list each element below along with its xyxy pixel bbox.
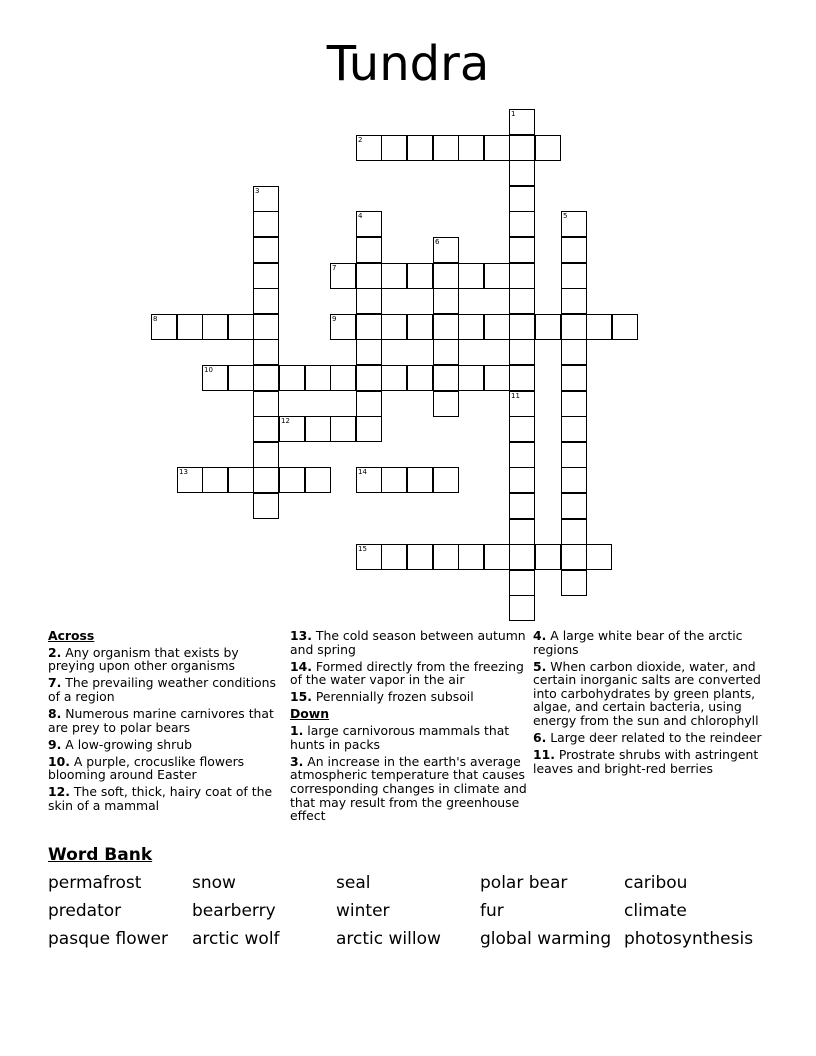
- clue-item-number: 6.: [533, 730, 547, 746]
- clue-item: [533, 748, 773, 775]
- word-bank-item: climate: [624, 901, 687, 921]
- clue-section-heading: Across: [48, 628, 95, 643]
- clue-item-text: Perennially frozen subsoil: [311, 689, 474, 705]
- grid-cell[interactable]: [509, 109, 535, 135]
- grid-cell[interactable]: [253, 493, 279, 519]
- grid-cell[interactable]: [561, 314, 587, 340]
- grid-cell[interactable]: [433, 365, 459, 391]
- word-bank-item: global warming: [480, 929, 612, 949]
- clue-item: [290, 724, 530, 751]
- grid-cell[interactable]: [253, 237, 279, 263]
- word-bank-item: seal: [336, 873, 371, 893]
- clue-item: [48, 785, 288, 812]
- grid-cell[interactable]: [561, 391, 587, 417]
- clue-item: [290, 755, 530, 823]
- grid-cell[interactable]: [509, 416, 535, 442]
- clue-item-text: A large white bear of the arctic regions: [533, 628, 743, 657]
- grid-cell[interactable]: [509, 365, 535, 391]
- clue-number: 6: [435, 238, 440, 246]
- word-bank-item: predator: [48, 901, 122, 921]
- clue-item-text: Prostrate shrubs with astringent leaves and bright-red berries: [533, 747, 759, 776]
- grid-cell[interactable]: [509, 467, 535, 493]
- grid-cell[interactable]: [407, 135, 433, 161]
- grid-cell[interactable]: [330, 365, 356, 391]
- clue-item: [48, 646, 288, 673]
- grid-cell[interactable]: [509, 570, 535, 596]
- grid-cell[interactable]: [356, 135, 382, 161]
- grid-cell[interactable]: [433, 288, 459, 314]
- clue-number: 15: [358, 545, 367, 553]
- grid-cell[interactable]: [484, 544, 510, 570]
- grid-cell[interactable]: [202, 365, 228, 391]
- grid-cell[interactable]: [458, 263, 484, 289]
- word-bank-item: snow: [192, 873, 236, 893]
- word-bank-item: photosynthesis: [624, 929, 754, 949]
- grid-cell[interactable]: [279, 365, 305, 391]
- grid-cell[interactable]: [561, 519, 587, 545]
- clue-item-text: Any organism that exists by preying upon other organisms: [48, 644, 239, 674]
- word-bank-item: winter: [336, 901, 390, 921]
- clue-item: [533, 629, 773, 656]
- clue-item-number: 1.: [290, 723, 304, 739]
- clue-number: 7: [332, 264, 337, 272]
- word-bank-item: pasque flower: [48, 929, 168, 949]
- grid-cell[interactable]: [561, 339, 587, 365]
- grid-cell[interactable]: [509, 493, 535, 519]
- clue-item-text: large carnivorous mammals that hunts in packs: [290, 723, 510, 752]
- grid-cell[interactable]: [407, 263, 433, 289]
- grid-cell[interactable]: [535, 544, 561, 570]
- grid-cell[interactable]: [561, 416, 587, 442]
- grid-cell[interactable]: [458, 544, 484, 570]
- clue-number: 13: [179, 468, 188, 476]
- grid-cell[interactable]: [458, 314, 484, 340]
- grid-cell[interactable]: [433, 263, 459, 289]
- grid-cell[interactable]: [535, 314, 561, 340]
- grid-cell[interactable]: [305, 467, 331, 493]
- clue-item: [48, 738, 288, 752]
- grid-cell[interactable]: [484, 314, 510, 340]
- grid-cell[interactable]: [381, 467, 407, 493]
- clue-item-text: The soft, thick, hairy coat of the skin of a mammal: [48, 784, 273, 814]
- grid-cell[interactable]: [484, 263, 510, 289]
- grid-cell[interactable]: [356, 211, 382, 237]
- clue-number: 1: [511, 110, 516, 118]
- grid-cell[interactable]: [279, 467, 305, 493]
- grid-cell[interactable]: [151, 314, 177, 340]
- clue-item: [290, 690, 530, 704]
- clue-item: [290, 629, 530, 656]
- clue-number: 3: [255, 187, 260, 195]
- clue-number: 5: [563, 212, 568, 220]
- grid-cell[interactable]: [356, 288, 382, 314]
- grid-cell[interactable]: [356, 544, 382, 570]
- clue-item-text: A low-growing shrub: [61, 736, 192, 752]
- clue-column-3: [533, 629, 773, 779]
- grid-cell[interactable]: [202, 314, 228, 340]
- grid-cell[interactable]: [407, 365, 433, 391]
- grid-cell[interactable]: [407, 314, 433, 340]
- grid-cell[interactable]: [177, 314, 203, 340]
- clue-number: 8: [153, 315, 158, 323]
- clue-item-text: A purple, crocuslike flowers blooming around Easter: [48, 753, 245, 783]
- grid-cell[interactable]: [253, 442, 279, 468]
- grid-cell[interactable]: [381, 544, 407, 570]
- grid-cell[interactable]: [253, 211, 279, 237]
- clue-item-number: 5.: [533, 658, 547, 674]
- grid-cell[interactable]: [433, 314, 459, 340]
- grid-cell[interactable]: [228, 365, 254, 391]
- grid-cell[interactable]: [330, 314, 356, 340]
- grid-cell[interactable]: [509, 160, 535, 186]
- grid-cell[interactable]: [561, 544, 587, 570]
- clue-item-number: 3.: [290, 753, 304, 769]
- grid-cell[interactable]: [509, 237, 535, 263]
- clue-number: 4: [358, 212, 363, 220]
- grid-cell[interactable]: [509, 263, 535, 289]
- grid-cell[interactable]: [356, 391, 382, 417]
- clue-item-text: Numerous marine carnivores that are prey to polar bears: [48, 705, 274, 735]
- word-bank-item: arctic wolf: [192, 929, 280, 949]
- clue-number: 11: [511, 392, 520, 400]
- grid-cell[interactable]: [381, 365, 407, 391]
- grid-cell[interactable]: [561, 288, 587, 314]
- grid-cell[interactable]: [509, 186, 535, 212]
- clue-item-number: 13.: [290, 628, 312, 643]
- clue-number: 12: [281, 417, 290, 425]
- grid-cell[interactable]: [561, 237, 587, 263]
- clue-item-number: 10.: [48, 753, 70, 769]
- grid-cell[interactable]: [535, 135, 561, 161]
- clue-item: [48, 676, 288, 703]
- grid-cell[interactable]: [381, 314, 407, 340]
- grid-cell[interactable]: [433, 135, 459, 161]
- grid-cell[interactable]: [586, 314, 612, 340]
- grid-cell[interactable]: [253, 263, 279, 289]
- grid-cell[interactable]: [253, 339, 279, 365]
- grid-cell[interactable]: [509, 519, 535, 545]
- grid-cell[interactable]: [509, 544, 535, 570]
- word-bank-item: caribou: [624, 873, 688, 893]
- clue-item-text: The prevailing weather conditions of a region: [48, 675, 276, 704]
- word-bank: [48, 872, 788, 950]
- clue-item-number: 4.: [533, 628, 547, 643]
- clue-item-number: 8.: [48, 705, 62, 721]
- grid-cell[interactable]: [356, 237, 382, 263]
- clue-item-number: 11.: [533, 747, 555, 763]
- clue-item-text: Formed directly from the freezing of the water vapor in the air: [290, 658, 524, 688]
- grid-cell[interactable]: [586, 544, 612, 570]
- grid-cell[interactable]: [561, 467, 587, 493]
- grid-cell[interactable]: [356, 416, 382, 442]
- grid-cell[interactable]: [509, 442, 535, 468]
- grid-cell[interactable]: [561, 263, 587, 289]
- clue-item-number: 15.: [290, 689, 312, 705]
- grid-cell[interactable]: [458, 365, 484, 391]
- grid-cell[interactable]: [433, 467, 459, 493]
- clue-item: [48, 755, 288, 782]
- clue-item-number: 9.: [48, 736, 62, 752]
- grid-cell[interactable]: [509, 135, 535, 161]
- clue-item-number: 12.: [48, 784, 70, 800]
- grid-cell[interactable]: [561, 570, 587, 596]
- grid-cell[interactable]: [458, 135, 484, 161]
- clue-item: [290, 660, 530, 687]
- grid-cell[interactable]: [561, 365, 587, 391]
- grid-cell[interactable]: [509, 339, 535, 365]
- word-bank-heading: Word Bank: [48, 845, 153, 865]
- clue-column-2: [290, 629, 530, 826]
- grid-cell[interactable]: [381, 135, 407, 161]
- grid-cell[interactable]: [305, 416, 331, 442]
- grid-cell[interactable]: [509, 391, 535, 417]
- grid-cell[interactable]: [253, 288, 279, 314]
- grid-cell[interactable]: [202, 467, 228, 493]
- word-bank-item: arctic willow: [336, 929, 441, 949]
- grid-cell[interactable]: [612, 314, 638, 340]
- clue-column-1: [48, 629, 288, 816]
- word-bank-item: polar bear: [480, 873, 568, 893]
- grid-cell[interactable]: [330, 263, 356, 289]
- word-bank-item: bearberry: [192, 901, 276, 921]
- page-title: Tundra: [326, 36, 490, 92]
- grid-cell[interactable]: [433, 339, 459, 365]
- clue-item-text: The cold season between autumn and spring: [290, 628, 526, 657]
- clue-number: 10: [204, 366, 213, 374]
- grid-cell[interactable]: [509, 595, 535, 621]
- grid-cell[interactable]: [433, 391, 459, 417]
- grid-cell[interactable]: [253, 467, 279, 493]
- grid-cell[interactable]: [253, 416, 279, 442]
- clue-number: 14: [358, 468, 367, 476]
- clue-number: 2: [358, 136, 363, 144]
- clue-item: [48, 707, 288, 734]
- grid-cell[interactable]: [305, 365, 331, 391]
- clue-number: 9: [332, 315, 337, 323]
- grid-cell[interactable]: [433, 544, 459, 570]
- grid-cell[interactable]: [484, 365, 510, 391]
- grid-cell[interactable]: [509, 211, 535, 237]
- clue-item-number: 7.: [48, 675, 62, 691]
- grid-cell[interactable]: [561, 442, 587, 468]
- grid-cell[interactable]: [381, 263, 407, 289]
- grid-cell[interactable]: [407, 467, 433, 493]
- clue-item: [533, 660, 773, 728]
- clue-item-number: 14.: [290, 658, 312, 674]
- grid-cell[interactable]: [356, 467, 382, 493]
- grid-cell[interactable]: [356, 263, 382, 289]
- grid-cell[interactable]: [253, 391, 279, 417]
- grid-cell[interactable]: [356, 339, 382, 365]
- clue-item-text: Large deer related to the reindeer: [546, 730, 762, 746]
- grid-cell[interactable]: [279, 416, 305, 442]
- clue-item-text: When carbon dioxide, water, and certain inorganic salts are converted into carbohydrates by green plants, algae, and certain bacteria, using energy from the sun and chlorophyll: [533, 658, 761, 729]
- grid-cell[interactable]: [407, 544, 433, 570]
- grid-cell[interactable]: [356, 365, 382, 391]
- clue-item-text: An increase in the earth's average atmospheric temperature that causes corresponding changes in climate and that may result from the greenhouse effect: [290, 753, 527, 824]
- grid-cell[interactable]: [253, 314, 279, 340]
- clue-item: [533, 731, 773, 745]
- grid-cell[interactable]: [253, 365, 279, 391]
- grid-cell[interactable]: [356, 314, 382, 340]
- grid-cell[interactable]: [433, 237, 459, 263]
- clue-section-heading: Down: [290, 706, 330, 722]
- grid-cell[interactable]: [228, 314, 254, 340]
- word-bank-item: fur: [480, 901, 504, 921]
- grid-cell[interactable]: [509, 288, 535, 314]
- grid-cell[interactable]: [484, 135, 510, 161]
- grid-cell[interactable]: [253, 186, 279, 212]
- grid-cell[interactable]: [177, 467, 203, 493]
- clue-item-number: 2.: [48, 644, 62, 660]
- grid-cell[interactable]: [509, 314, 535, 340]
- grid-cell[interactable]: [228, 467, 254, 493]
- word-bank-item: permafrost: [48, 873, 142, 893]
- grid-cell[interactable]: [330, 416, 356, 442]
- grid-cell[interactable]: [561, 211, 587, 237]
- grid-cell[interactable]: [561, 493, 587, 519]
